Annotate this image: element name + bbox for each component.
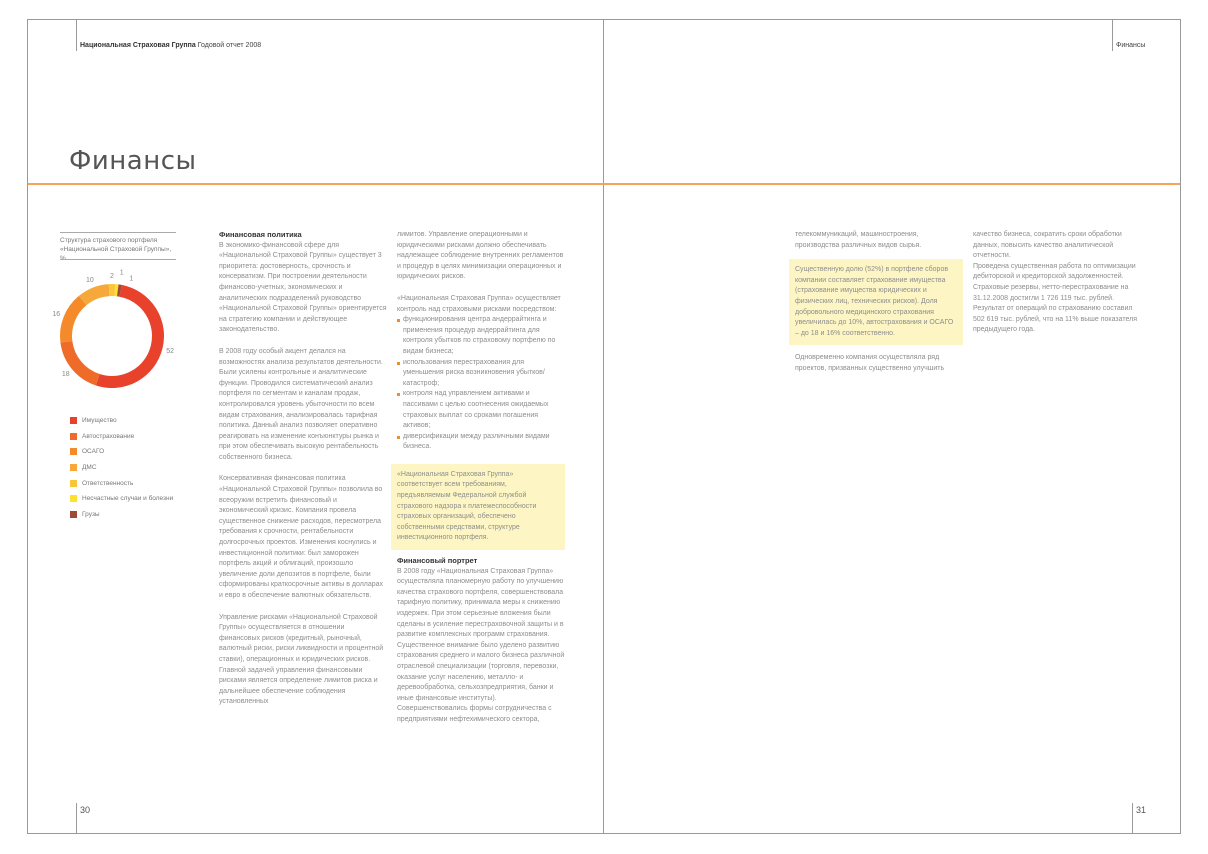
- legend-label: ОСАГО: [82, 448, 105, 456]
- list-item: диверсификации между различными видами бизнеса.: [397, 432, 565, 453]
- legend-item: [70, 429, 173, 445]
- col1-para-2: В 2008 году особый акцент делался на возможностях анализа результатов деятельности. Были усилены контрольные и аналитические функции. Проводился систематический анализ портфеля по сегментам и каналам продаж, контролировался уровень убыточности по всем видам страхования, анализировалась тарифная политика. Данный анализ позволяет оперативно реагировать на изменение конъюнктуры рынка и при этом обеспечивать высокую рентабельность собственного бизнеса.: [219, 347, 383, 461]
- legend-swatch: [70, 448, 77, 455]
- donut-label-6: 1: [119, 269, 124, 277]
- donut-slice-1: [98, 291, 158, 382]
- chart-legend: [70, 413, 173, 522]
- header-right: Финансы: [1116, 42, 1146, 49]
- chart-title: Структура страхового портфеля «Национальной Страховой Группы»,: [60, 237, 172, 253]
- col2-highlight: «Национальная Страховая Группа» соответствует всем требованиям, предъявляемым Федеральной службой страхового надзора к платежеспособности страховых организаций, обеспечено собственными средствами, структуре инвестиционного портфеля.: [397, 470, 537, 542]
- column-3: [795, 230, 963, 375]
- legend-swatch: [70, 495, 77, 502]
- heading-financial-portrait: Финансовый портрет: [397, 556, 478, 566]
- legend-swatch: [70, 464, 77, 471]
- donut-label-7: 1: [129, 275, 134, 283]
- donut-slice-4: [83, 290, 109, 300]
- donut-slice-3: [66, 301, 83, 342]
- list-item: функционирования центра андеррайтинга и применения процедур андеррайтинга для контроля убытков по страховому портфелю по видам бизнеса;: [397, 315, 565, 357]
- legend-swatch: [70, 433, 77, 440]
- page-number-right: 31: [1136, 805, 1147, 815]
- col2-para: В 2008 году «Национальная Страховая Группа» осуществляла планомерную работу по улучшению качества страхового портфеля, совершенствовала тарифную политику, принимала меры к снижению издержек. При этом серьезные вложения были сделаны в усиление перестраховочной защиты и в развитие комплексных программ страхования. Существенное внимание было уделено развитию страхования среднего и малого бизнеса различной отраслевой специализации (торговля, перевозки, оказание услуг населению, металло- и деревообработка, сельхозпредприятия, банки и иные финансовые институты). Совершенствовались формы сотрудничества с предприятиями нефтехимического сектора,: [397, 567, 565, 723]
- legend-label: Ответственность: [82, 479, 134, 487]
- page-number-left: 30: [80, 805, 91, 815]
- footer-tick-right: [1132, 803, 1133, 834]
- legend-item: [70, 460, 173, 476]
- donut-label-5: 2: [110, 273, 114, 280]
- page-spread: [27, 19, 1181, 834]
- portfolio-donut-chart: [40, 268, 180, 398]
- legend-label: Имущество: [82, 417, 117, 425]
- highlight-box-solvency: [391, 464, 565, 550]
- col4-para-2: Проведена существенная работа по оптимизации дебиторской и кредиторской задолженностей.: [973, 262, 1136, 281]
- column-4: [973, 230, 1141, 336]
- col3-highlight: Существенную долю (52%) в портфеле сборов компании составляет страхование имущества (страхование имущества юридических и физических лиц, технических рисков). Доля добровольного медицинского страхования увеличилась до 10%, автострахования и ОСАГО – до 18 и 16% соответственно.: [795, 266, 954, 337]
- legend-swatch: [70, 480, 77, 487]
- legend-label: ДМС: [82, 464, 97, 472]
- title-rule: [28, 183, 1180, 185]
- header-tick-right: [1112, 19, 1113, 51]
- legend-item: [70, 413, 173, 429]
- donut-slice-2: [66, 342, 97, 380]
- donut-label-1: 52: [166, 347, 175, 355]
- chart-rule-bottom: [60, 259, 176, 260]
- column-1: [219, 230, 387, 708]
- donut-label-4: 10: [86, 277, 94, 285]
- legend-label: Автострахование: [82, 432, 135, 440]
- legend-label: Несчастные случаи и болезни: [82, 495, 174, 503]
- col3-intro: телекоммуникаций, машиностроения, производства различных видов сырья.: [795, 231, 922, 249]
- header-left: [80, 42, 261, 49]
- header-report: Годовой отчет 2008: [197, 42, 262, 49]
- header-company: Национальная Страховая Группа: [80, 42, 196, 49]
- spread-fold: [603, 19, 604, 834]
- legend-label: Грузы: [82, 510, 100, 518]
- page-title: Финансы: [69, 146, 197, 176]
- heading-financial-policy: Финансовая политика: [219, 230, 302, 239]
- col2-intro: лимитов. Управление операционными и юридическими рисками должно обеспечивать надлежащее соблюдение внутренних регламентов и процедур в целях минимизации операционных и юридических рисков.: [397, 231, 564, 281]
- legend-item: [70, 507, 173, 523]
- col4-para-3: Страховые резервы, нетто-перестрахование на 31.12.2008 достигли 1 726 119 тыс. рублей. Результат от операций по страхованию составил 502 619 тыс. рублей, что на 11% выше показателя предыдущего года.: [973, 283, 1138, 334]
- col1-para-3: Консервативная финансовая политика «Национальной Страховой Группы» позволила во всеоружии встретить финансовый и экономический кризис. Компания провела существенное снижение расходов, пересмотрела требования к срочности, рентабельности долгосрочных проектов. Изменения коснулись и инвестиционной политики: был заморожен портфель акций и облигаций, произошло увеличение доли депозитов в портфеле, были сформированы краткосрочные активы в долларах и евро в обеспечение валютных обязательств.: [219, 475, 384, 599]
- legend-swatch: [70, 417, 77, 424]
- highlight-box-portfolio: [789, 259, 963, 345]
- legend-item: [70, 444, 173, 460]
- col1-para-4: Управление рисками «Национальной Страховой Группы» осуществляется в отношении финансовых рисков (кредитный, рыночный, валютный риски, риски ликвидности и процентной ставки), операционных и юридических рисков. Главной задачей управления финансовыми рисками является определение лимитов риска и дальнейшее обеспечение соблюдения установленных: [219, 613, 384, 706]
- col3-para: Одновременно компания осуществляла ряд проектов, призванных существенно улучшить: [795, 354, 945, 372]
- legend-swatch: [70, 511, 77, 518]
- header-tick-left: [76, 19, 77, 51]
- donut-label-3: 16: [52, 310, 61, 318]
- risk-control-list: [397, 315, 565, 453]
- list-item: использования перестрахования для уменьшения риска возникновения убытков/катастроф;: [397, 358, 565, 390]
- col1-para-1: В экономико-финансовой сфере для «Национальной Страховой Группы» существует 3 приоритета: достоверность, срочность и консерватизм. При построении деятельности финансово-учетных, экономических и аналитических подразделений руководство «Национальной Страховой Группы» ориентируется на стратегию компании и действующее законодательство.: [219, 241, 387, 334]
- legend-item: [70, 475, 173, 491]
- donut-label-2: 18: [61, 371, 70, 379]
- chart-rule-top: [60, 232, 176, 233]
- col4-para-1: качество бизнеса, сократить сроки обработки данных, повысить качество аналитической отчетности.: [973, 231, 1122, 260]
- footer-tick-left: [76, 803, 77, 834]
- column-2: [397, 230, 565, 726]
- col2-list-intro: «Национальная Страховая Группа» осуществляет контроль над страховыми рисками посредством:: [397, 294, 561, 313]
- legend-item: [70, 491, 173, 507]
- list-item: контроля над управлением активами и пассивами с целью соотнесения ожидаемых страховых выплат со сроками погашения активов;: [397, 389, 565, 431]
